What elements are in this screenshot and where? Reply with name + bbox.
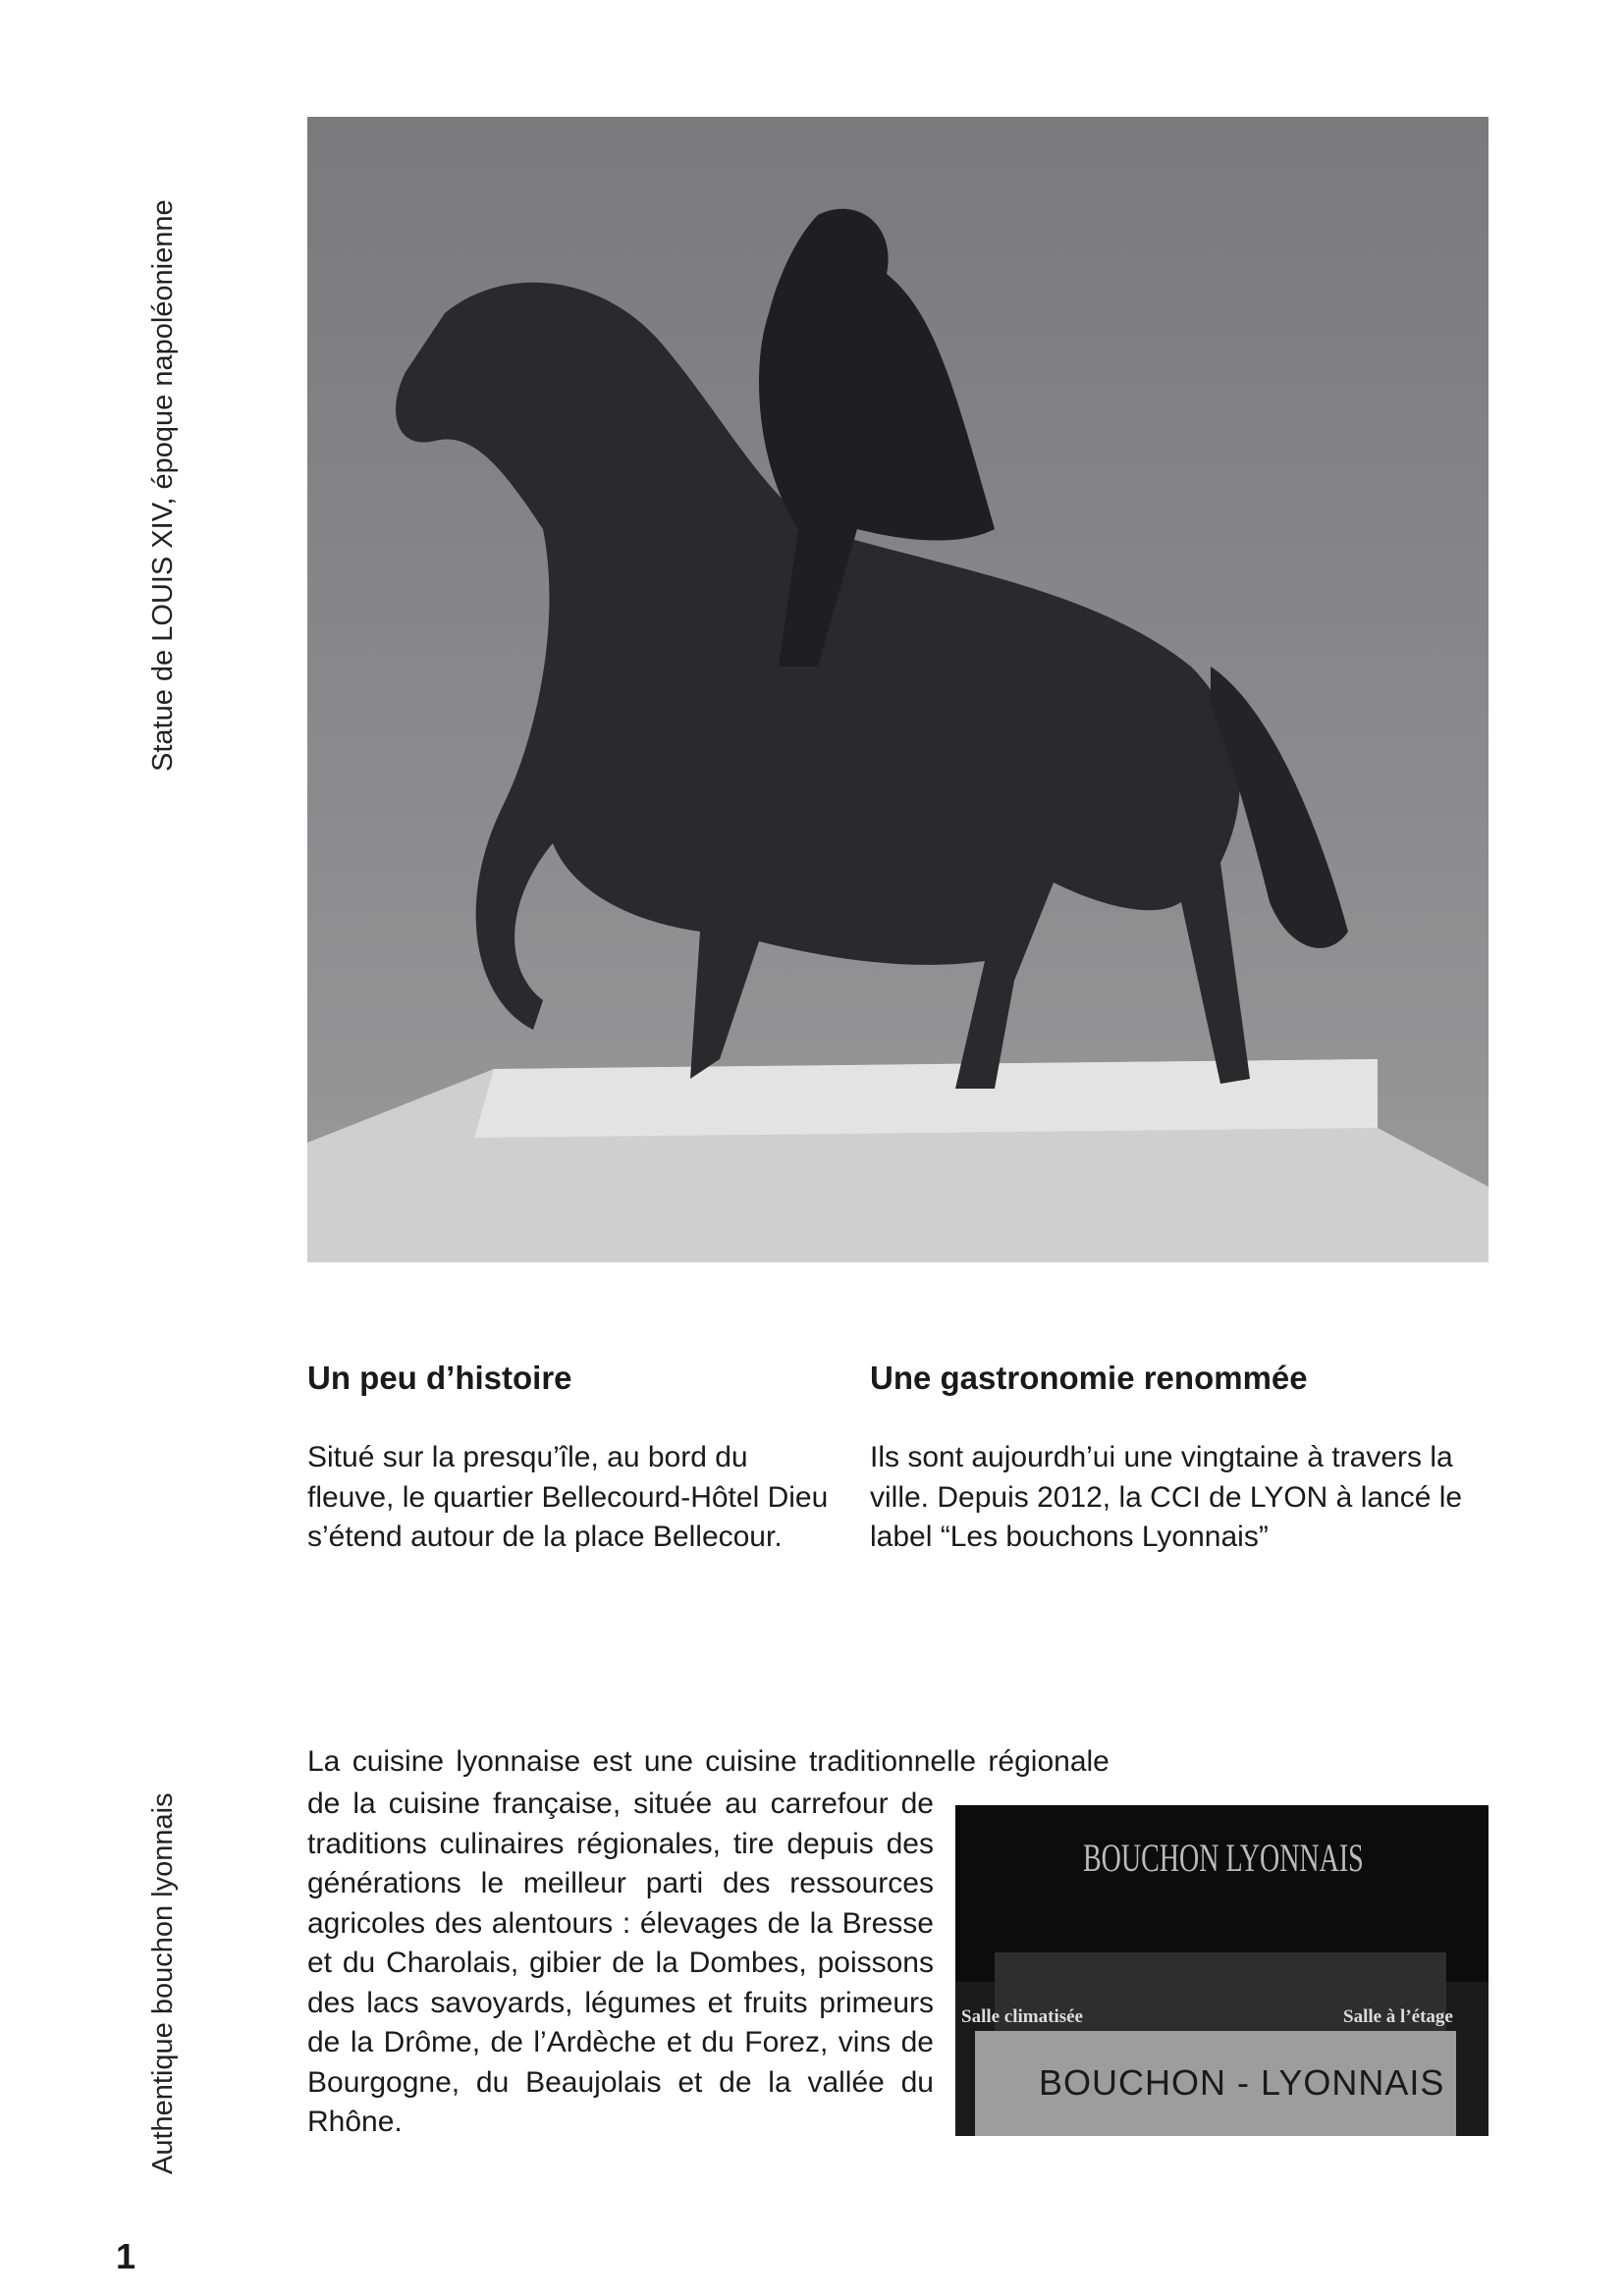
window-sign-right: Salle à l’étage	[1343, 2006, 1453, 2027]
statue-caption: Statue de LOUIS XIV, époque napoléonienne	[147, 199, 179, 772]
section-heading-history: Un peu d’histoire	[307, 1360, 572, 1396]
cuisine-intro: La cuisine lyonnaise est une cuisine traditionnelle régionale	[307, 1745, 1110, 1778]
page-number: 1	[116, 2236, 136, 2276]
section-heading-gastronomy: Une gastronomie renommée	[870, 1360, 1308, 1396]
bouchon-photo	[955, 1805, 1489, 2136]
awning-sign: BOUCHON LYONNAIS	[1083, 1836, 1364, 1880]
bouchon-caption: Authentique bouchon lyonnais	[147, 1792, 179, 2174]
window-sign-left: Salle climatisée	[961, 2006, 1083, 2027]
section-text-history: Situé sur la presqu’île, au bord du fleuve, le quartier Bellecourd-Hôtel Dieu s’étend autour de la place Bellecour.	[307, 1441, 829, 1553]
front-sign: BOUCHON - LYONNAIS	[1039, 2062, 1445, 2103]
cuisine-text: de la cuisine française, située au carrefour de traditions culinaires régionales, tire depuis des générations le meilleur parti des ressources agricoles des alentours : élevages de la Bresse et du Charolais, gibier de la Dombes, poissons des lacs savoyards, légumes et fruits primeurs de la Drôme, de l’Ardèche et du Forez, vins de Bourgogne, du Beaujolais et de la vallée du Rhône.	[307, 1788, 934, 2138]
statue-photo	[307, 117, 1489, 1262]
section-text-gastronomy: Ils sont aujourdh’ui une vingtaine à travers la ville. Depuis 2012, la CCI de LYON à lancé le label “Les bouchons Lyonnais”	[870, 1441, 1463, 1553]
statue-illustration	[307, 117, 1489, 1262]
